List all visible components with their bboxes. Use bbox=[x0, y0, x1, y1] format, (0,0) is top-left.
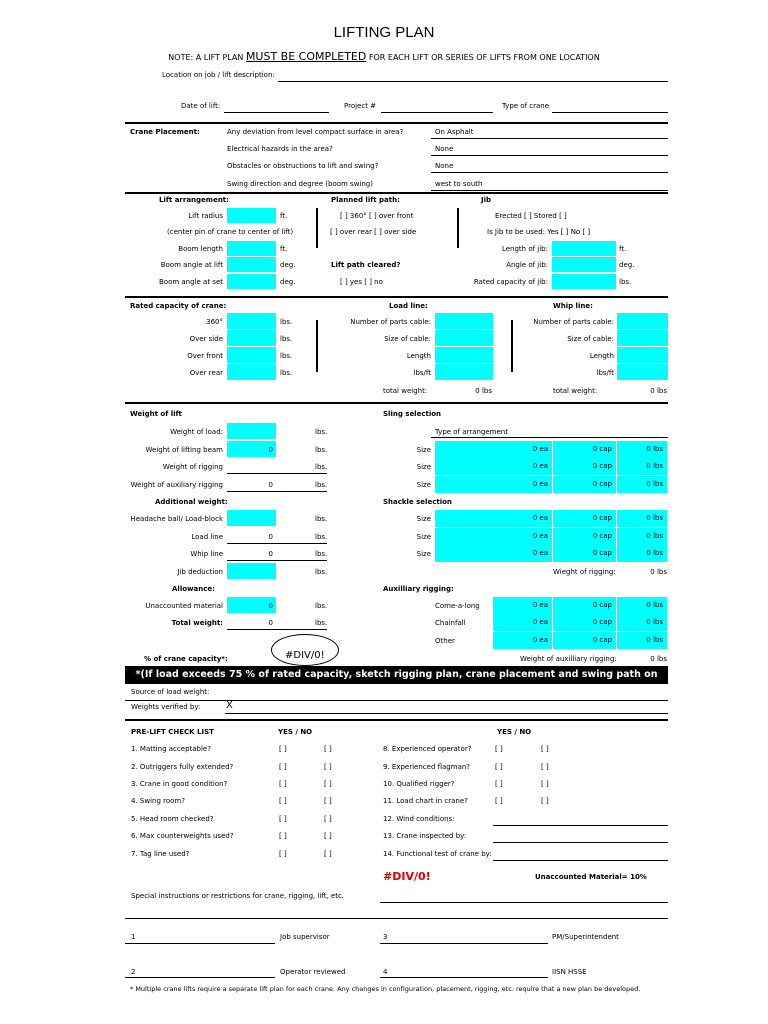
weight-rigging-label: Weight of rigging bbox=[162, 463, 223, 471]
unit-lbs: lbs. bbox=[315, 481, 328, 489]
placement-question: Obstacles or obstructions to lift and swing? bbox=[227, 162, 379, 170]
checklist-question: 7. Tag line used? bbox=[131, 850, 190, 858]
load-length-input[interactable] bbox=[435, 347, 493, 363]
yes-checkbox[interactable]: [ ] bbox=[279, 797, 287, 805]
no-checkbox[interactable]: [ ] bbox=[541, 763, 549, 771]
weights-verified-line[interactable] bbox=[225, 713, 668, 714]
yes-checkbox[interactable]: [ ] bbox=[279, 815, 287, 823]
aux-lbs: 0 lbs bbox=[617, 597, 668, 614]
unit-ft: ft. bbox=[619, 245, 627, 253]
whip-size-label: Size of cable: bbox=[567, 335, 614, 343]
yes-checkbox[interactable]: [ ] bbox=[495, 763, 503, 771]
no-checkbox[interactable]: [ ] bbox=[541, 797, 549, 805]
capacity-pct-value: #DIV/0! bbox=[285, 650, 325, 661]
weight-beam-label: Weight of lifting beam bbox=[145, 446, 223, 454]
sling-cap: 0 cap bbox=[553, 476, 617, 493]
answer-line bbox=[431, 138, 668, 139]
size-label: Size bbox=[416, 533, 431, 541]
weight-load-label: Weight of load: bbox=[170, 428, 223, 436]
load-length-label: Length bbox=[406, 352, 431, 360]
unit-lbs: lbs. bbox=[315, 550, 328, 558]
location-label: Location on job / lift description: bbox=[162, 71, 275, 79]
section-divider bbox=[125, 402, 668, 404]
section-divider bbox=[125, 296, 668, 298]
aux-rigging-label: Auxilliary rigging: bbox=[383, 585, 454, 593]
unaccounted-value: 0 bbox=[268, 602, 273, 610]
whip-line-weight-label: Whip line bbox=[190, 550, 223, 558]
sling-lbs: 0 lbs bbox=[617, 476, 668, 493]
capacity-error-value: #DIV/0! bbox=[383, 870, 431, 883]
whip-length-label: Length bbox=[589, 352, 614, 360]
capacity-side-input[interactable] bbox=[227, 330, 276, 346]
size-label: Size bbox=[416, 515, 431, 523]
shackle-ea: 0 ea bbox=[493, 510, 553, 527]
boom-angle-set-input[interactable] bbox=[227, 274, 276, 289]
jib-rated-input[interactable] bbox=[552, 274, 616, 289]
headache-ball-input[interactable] bbox=[227, 510, 276, 526]
load-size-input[interactable] bbox=[435, 330, 493, 346]
jib-angle-label: Angle of jib: bbox=[506, 261, 548, 269]
unit-lbs: lbs. bbox=[315, 463, 328, 471]
signature-line[interactable] bbox=[380, 977, 548, 978]
capacity-rear-label: Over rear bbox=[189, 369, 223, 377]
signature-number: 1 bbox=[131, 933, 136, 941]
weights-verified-label: Weights verified by: bbox=[131, 703, 201, 711]
source-load-weight-label: Source of load weight: bbox=[131, 688, 210, 696]
checklist-question: 14. Functional test of crane by: bbox=[383, 850, 492, 858]
shackle-ea: 0 ea bbox=[493, 528, 553, 545]
load-lbsft-label: lbs/ft bbox=[413, 369, 431, 377]
aux-lbs: 0 lbs bbox=[617, 614, 668, 631]
project-label: Project # bbox=[344, 102, 377, 110]
signature-number: 3 bbox=[383, 933, 388, 941]
whip-length-input[interactable] bbox=[617, 347, 668, 363]
jib-deduction-input[interactable] bbox=[227, 563, 276, 579]
aux-row-label: Chainfall bbox=[435, 619, 466, 627]
placement-answer[interactable]: None bbox=[435, 162, 454, 170]
shackle-cap: 0 cap bbox=[553, 510, 617, 527]
weight-rigging-value: 0 lbs bbox=[650, 568, 667, 576]
checklist-question: 4. Swing room? bbox=[131, 797, 185, 805]
wind-conditions-field[interactable] bbox=[493, 825, 668, 826]
checklist-question: 11. Load chart in crane? bbox=[383, 797, 468, 805]
unit-deg: deg. bbox=[280, 278, 296, 286]
crane-placement-label: Crane Placement: bbox=[130, 128, 200, 136]
aux-ea: 0 ea bbox=[493, 597, 553, 614]
divider-bar bbox=[457, 208, 459, 248]
sling-cap: 0 cap bbox=[553, 441, 617, 458]
checklist-question: 2. Outriggers fully extended? bbox=[131, 763, 234, 771]
aux-cap: 0 cap bbox=[553, 632, 617, 649]
weight-beam-value: 0 bbox=[268, 446, 273, 454]
lift-arrangement-label: Lift arrangement: bbox=[159, 196, 229, 204]
signature-number: 2 bbox=[131, 968, 136, 976]
job-supervisor-label: Job supervisor bbox=[280, 933, 330, 941]
project-field[interactable] bbox=[381, 112, 493, 113]
source-load-weight-line[interactable] bbox=[125, 700, 668, 701]
unit-lbs: lbs. bbox=[280, 318, 293, 326]
no-checkbox[interactable]: [ ] bbox=[324, 780, 332, 788]
page-title: LIFTING PLAN bbox=[333, 24, 435, 41]
load-line-label: Load line: bbox=[389, 302, 428, 310]
special-instructions-line[interactable] bbox=[380, 902, 668, 903]
sling-cap: 0 cap bbox=[553, 458, 617, 475]
rated-capacity-label: Rated capacity of crane: bbox=[130, 302, 227, 310]
jib-erected-checkbox[interactable]: Erected [ ] Stored [ ] bbox=[495, 212, 567, 220]
capacity-side-label: Over side bbox=[189, 335, 223, 343]
section-divider bbox=[125, 122, 668, 124]
checklist-question: 12. Wind conditions: bbox=[383, 815, 455, 823]
unaccounted-label: Unaccounted material bbox=[145, 602, 223, 610]
sling-ea: 0 ea bbox=[493, 458, 553, 475]
total-weight-line bbox=[227, 629, 327, 630]
weight-rigging-line bbox=[227, 473, 327, 474]
sling-lbs: 0 lbs bbox=[617, 441, 668, 458]
no-checkbox[interactable]: [ ] bbox=[324, 850, 332, 858]
crane-inspected-field[interactable] bbox=[493, 842, 668, 843]
sling-ea: 0 ea bbox=[493, 441, 553, 458]
iisn-hsse-label: IISN HSSE bbox=[552, 968, 587, 976]
capacity-360-label: 360° bbox=[206, 318, 223, 326]
yes-checkbox[interactable]: [ ] bbox=[279, 850, 287, 858]
checklist-question: 8. Experienced operator? bbox=[383, 745, 472, 753]
type-arrangement-line bbox=[431, 437, 668, 438]
load-line-weight-label: Load line bbox=[191, 533, 223, 541]
divider-bar bbox=[316, 208, 318, 248]
crane-type-field[interactable] bbox=[552, 112, 668, 113]
yes-checkbox[interactable]: [ ] bbox=[279, 745, 287, 753]
whip-lbsft-label: lbs/ft bbox=[596, 369, 614, 377]
jib-length-input[interactable] bbox=[552, 241, 616, 256]
unit-lbs: lbs. bbox=[315, 446, 328, 454]
date-field[interactable] bbox=[224, 112, 329, 113]
yes-checkbox[interactable]: [ ] bbox=[279, 832, 287, 840]
whip-line-weight-line bbox=[227, 560, 327, 561]
unit-lbs: lbs. bbox=[315, 619, 328, 627]
signature-line[interactable] bbox=[125, 977, 275, 978]
no-checkbox[interactable]: [ ] bbox=[541, 745, 549, 753]
no-checkbox[interactable]: [ ] bbox=[324, 815, 332, 823]
checklist-question: 5. Head room checked? bbox=[131, 815, 214, 823]
jib-used-checkbox[interactable]: Is Jib to be used: Yes [ ] No [ ] bbox=[487, 228, 591, 236]
whip-size-input[interactable] bbox=[617, 330, 668, 346]
sling-ea: 0 ea bbox=[493, 476, 553, 493]
weight-of-lift-label: Weight of lift bbox=[130, 410, 182, 418]
no-checkbox[interactable]: [ ] bbox=[324, 763, 332, 771]
whip-line-label: Whip line: bbox=[553, 302, 593, 310]
sling-lbs: 0 lbs bbox=[617, 458, 668, 475]
checklist-question: 13. Crane inspected by: bbox=[383, 832, 467, 840]
aux-cap: 0 cap bbox=[553, 614, 617, 631]
checklist-question: 1. Matting acceptable? bbox=[131, 745, 211, 753]
jib-deduction-label: Jib deduction bbox=[177, 568, 223, 576]
path-cleared-checkbox[interactable]: [ ] yes [ ] no bbox=[340, 278, 383, 286]
aux-row-label: Other bbox=[435, 637, 455, 645]
special-instructions-line[interactable] bbox=[125, 918, 668, 919]
whip-total-value: 0 lbs bbox=[650, 387, 667, 395]
checklist-question: 6. Max counterweights used? bbox=[131, 832, 234, 840]
load-total-label: total weight: bbox=[383, 387, 428, 395]
checklist-question: 9. Experienced flagman? bbox=[383, 763, 471, 771]
placement-answer[interactable]: west to south bbox=[435, 180, 483, 188]
jib-angle-input[interactable] bbox=[552, 257, 616, 272]
shackle-cap: 0 cap bbox=[553, 545, 617, 562]
pm-superintendent-label: PM/Superintendent bbox=[552, 933, 619, 941]
answer-line bbox=[431, 155, 668, 156]
capacity-rear-input[interactable] bbox=[227, 364, 276, 380]
size-label: Size bbox=[416, 481, 431, 489]
answer-line bbox=[431, 190, 668, 191]
lift-radius-input[interactable] bbox=[227, 208, 276, 223]
load-line-weight-value: 0 bbox=[268, 533, 273, 541]
unit-lbs: lbs. bbox=[315, 602, 328, 610]
placement-question: Any deviation from level compact surface in area? bbox=[227, 128, 404, 136]
boom-angle-lift-input[interactable] bbox=[227, 257, 276, 272]
unit-deg: deg. bbox=[619, 261, 635, 269]
type-arrangement-label: Type of arrangement bbox=[435, 428, 508, 436]
boom-length-input[interactable] bbox=[227, 241, 276, 256]
load-parts-label: Number of parts cable: bbox=[350, 318, 431, 326]
divider-bar bbox=[316, 320, 318, 372]
weight-aux-rigging-value: 0 lbs bbox=[650, 655, 667, 663]
unit-lbs: lbs. bbox=[315, 515, 328, 523]
placement-question: Swing direction and degree (boom swing) bbox=[227, 180, 373, 188]
weight-load-input[interactable] bbox=[227, 423, 276, 439]
shackle-lbs: 0 lbs bbox=[617, 545, 668, 562]
checklist-question: 10. Qualified rigger? bbox=[383, 780, 455, 788]
divider-bar bbox=[511, 320, 513, 372]
operator-reviewed-label: Operator reviewed bbox=[280, 968, 346, 976]
unit-lbs: lbs. bbox=[315, 533, 328, 541]
section-divider bbox=[125, 192, 668, 194]
placement-question: Electrical hazards in the area? bbox=[227, 145, 333, 153]
whip-lbsft-input[interactable] bbox=[617, 364, 668, 380]
yes-checkbox[interactable]: [ ] bbox=[495, 780, 503, 788]
unaccounted-material-note: Unaccounted Material= 10% bbox=[535, 873, 647, 881]
sling-selection-label: Sling selection bbox=[383, 410, 442, 418]
boom-angle-set-label: Boom angle at set bbox=[158, 278, 223, 286]
center-pin-note: (center pin of crane to center of lift) bbox=[167, 228, 294, 236]
size-label: Size bbox=[416, 446, 431, 454]
checklist-yes-no-header: YES / NO bbox=[278, 728, 313, 736]
size-label: Size bbox=[416, 463, 431, 471]
headache-ball-label: Headache ball/ Load-block bbox=[130, 515, 223, 523]
shackle-lbs: 0 lbs bbox=[617, 510, 668, 527]
weight-aux-line bbox=[227, 491, 327, 492]
lift-radius-label: Lift radius bbox=[188, 212, 223, 220]
yes-checkbox[interactable]: [ ] bbox=[495, 745, 503, 753]
unit-deg: deg. bbox=[280, 261, 296, 269]
aux-ea: 0 ea bbox=[493, 614, 553, 631]
no-checkbox[interactable]: [ ] bbox=[324, 745, 332, 753]
checklist-title: PRE-LIFT CHECK LIST bbox=[131, 728, 214, 736]
whip-total-label: total weight: bbox=[553, 387, 598, 395]
load-lbsft-input[interactable] bbox=[435, 364, 493, 380]
signature-number: 4 bbox=[383, 968, 388, 976]
special-instructions-label: Special instructions or restrictions for crane, rigging, lift, etc. bbox=[131, 892, 345, 900]
unit-ft: ft. bbox=[280, 245, 288, 253]
no-checkbox[interactable]: [ ] bbox=[324, 797, 332, 805]
aux-cap: 0 cap bbox=[553, 597, 617, 614]
whip-parts-input[interactable] bbox=[617, 313, 668, 329]
footnote: * Multiple crane lifts require a separate lift plan for each crane. Any changes in configuration, placement, rigging, etc. require that a new plan be developed. bbox=[130, 985, 641, 993]
weight-aux-rigging-label: Weight of auxilliary rigging: bbox=[520, 655, 617, 663]
whip-parts-label: Number of parts cable: bbox=[533, 318, 614, 326]
capacity-warning-banner: *(If load exceeds 75 % of rated capacity, sketch rigging plan, crane placement and swing path on reverse.) bbox=[125, 666, 668, 684]
unit-lbs: lbs. bbox=[280, 335, 293, 343]
unit-lbs: lbs. bbox=[315, 568, 328, 576]
checklist-yes-no-header: YES / NO bbox=[497, 728, 532, 736]
no-checkbox[interactable]: [ ] bbox=[324, 832, 332, 840]
additional-weight-label: Additional weight: bbox=[155, 498, 228, 506]
unit-ft: ft. bbox=[280, 212, 288, 220]
shackle-cap: 0 cap bbox=[553, 528, 617, 545]
capacity-360-input[interactable] bbox=[227, 313, 276, 329]
functional-test-field[interactable] bbox=[493, 860, 668, 861]
total-weight-label: Total weight: bbox=[171, 619, 223, 627]
whip-line-weight-value: 0 bbox=[268, 550, 273, 558]
boom-angle-lift-label: Boom angle at lift bbox=[160, 261, 223, 269]
weight-aux-value: 0 bbox=[268, 481, 273, 489]
aux-ea: 0 ea bbox=[493, 632, 553, 649]
checklist-question: 3. Crane in good condition? bbox=[131, 780, 228, 788]
capacity-front-input[interactable] bbox=[227, 347, 276, 363]
aux-lbs: 0 lbs bbox=[617, 632, 668, 649]
yes-checkbox[interactable]: [ ] bbox=[279, 763, 287, 771]
shackle-lbs: 0 lbs bbox=[617, 528, 668, 545]
section-divider bbox=[125, 719, 668, 721]
verified-mark: X bbox=[226, 700, 233, 711]
aux-row-label: Come-a-long bbox=[435, 602, 480, 610]
answer-line bbox=[431, 172, 668, 173]
planned-path-label: Planned lift path: bbox=[331, 196, 400, 204]
jib-length-label: Length of jib: bbox=[501, 245, 548, 253]
unit-lbs: lbs. bbox=[619, 278, 632, 286]
yes-checkbox[interactable]: [ ] bbox=[495, 797, 503, 805]
signature-line[interactable] bbox=[380, 943, 548, 944]
boom-length-label: Boom length bbox=[178, 245, 223, 253]
jib-rated-label: Rated capacity of jib: bbox=[473, 278, 548, 286]
path-rear-side-checkbox[interactable]: [ ] over rear [ ] over side bbox=[330, 228, 417, 236]
unit-lbs: lbs. bbox=[280, 352, 293, 360]
weight-rigging-label: Wieght of rigging: bbox=[553, 568, 616, 576]
placement-answer[interactable]: None bbox=[435, 145, 454, 153]
size-label: Size bbox=[416, 550, 431, 558]
no-checkbox[interactable]: [ ] bbox=[541, 780, 549, 788]
weight-aux-label: Weight of auxiliary rigging bbox=[130, 481, 223, 489]
load-line-weight-line bbox=[227, 543, 327, 544]
load-parts-input[interactable] bbox=[435, 313, 493, 329]
allowance-label: Allowance: bbox=[172, 585, 215, 593]
path-360-front-checkbox[interactable]: [ ] 360° [ ] over front bbox=[340, 212, 414, 220]
capacity-front-label: Over front bbox=[187, 352, 223, 360]
unit-lbs: lbs. bbox=[280, 369, 293, 377]
yes-checkbox[interactable]: [ ] bbox=[279, 780, 287, 788]
load-size-label: Size of cable: bbox=[384, 335, 431, 343]
shackle-ea: 0 ea bbox=[493, 545, 553, 562]
total-weight-value: 0 bbox=[268, 619, 273, 627]
load-total-value: 0 lbs bbox=[475, 387, 492, 395]
crane-type-label: Type of crane bbox=[502, 102, 550, 110]
crane-capacity-pct-label: % of crane capacity*: bbox=[144, 655, 228, 663]
shackle-selection-label: Shackle selection bbox=[383, 498, 452, 506]
location-field[interactable] bbox=[278, 81, 668, 82]
signature-line[interactable] bbox=[125, 943, 275, 944]
date-label: Date of lift: bbox=[181, 102, 221, 110]
unit-lbs: lbs. bbox=[315, 428, 328, 436]
jib-label: Jib bbox=[481, 196, 492, 204]
lift-plan-note: NOTE: A LIFT PLAN MUST BE COMPLETED FOR EACH LIFT OR SERIES OF LIFTS FROM ONE LOCATION bbox=[168, 50, 600, 63]
placement-answer[interactable]: On Asphalt bbox=[435, 128, 474, 136]
path-cleared-label: Lift path cleared? bbox=[331, 261, 401, 269]
